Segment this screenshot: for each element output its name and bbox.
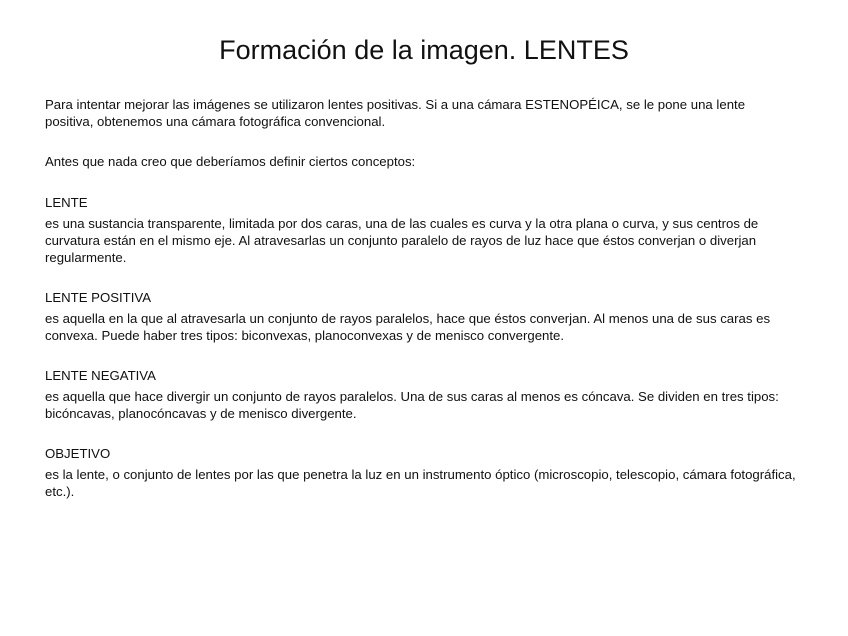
slide-title: Formación de la imagen. LENTES	[219, 35, 629, 65]
section-objetivo	[45, 445, 797, 500]
section-heading-objetivo: OBJETIVO	[45, 446, 111, 461]
section-body-objetivo: es la lente, o conjunto de lentes por las que penetra la luz en un instrumento óptico (microscopio, telescopio, cámara fotográfica, etc.).	[45, 467, 796, 499]
section-heading-lente-positiva: LENTE POSITIVA	[45, 290, 152, 305]
intro-concepts-paragraph: Antes que nada creo que deberíamos definir ciertos conceptos:	[45, 154, 416, 169]
section-lente-positiva	[45, 289, 797, 344]
section-lente	[45, 194, 797, 266]
section-heading-lente: LENTE	[45, 195, 88, 210]
intro-paragraph: Para intentar mejorar las imágenes se utilizaron lentes positivas. Si a una cámara ESTENOPÉICA, se le pone una lente positiva, obtenemos una cámara fotográfica convencional.	[45, 97, 746, 129]
section-body-lente-positiva: es aquella en la que al atravesarla un conjunto de rayos paralelos, hace que éstos converjan. Al menos una de sus caras es convexa. Puede haber tres tipos: biconvexas, planoconvexas y de menisco convergente.	[45, 311, 771, 343]
section-lente-negativa	[45, 367, 797, 422]
slide-content	[45, 96, 797, 523]
section-body-lente: es una sustancia transparente, limitada por dos caras, una de las cuales es curva y la otra plana o curva, y sus centros de curvatura están en el mismo eje. Al atravesarlas un conjunto paralelo de rayos de luz hace que éstos converjan o diverjan regularmente.	[45, 216, 759, 265]
section-body-lente-negativa: es aquella que hace divergir un conjunto de rayos paralelos. Una de sus caras al menos es cóncava. Se dividen en tres tipos: bicóncavas, planocóncavas y de menisco divergente.	[45, 389, 779, 421]
section-heading-lente-negativa: LENTE NEGATIVA	[45, 368, 156, 383]
